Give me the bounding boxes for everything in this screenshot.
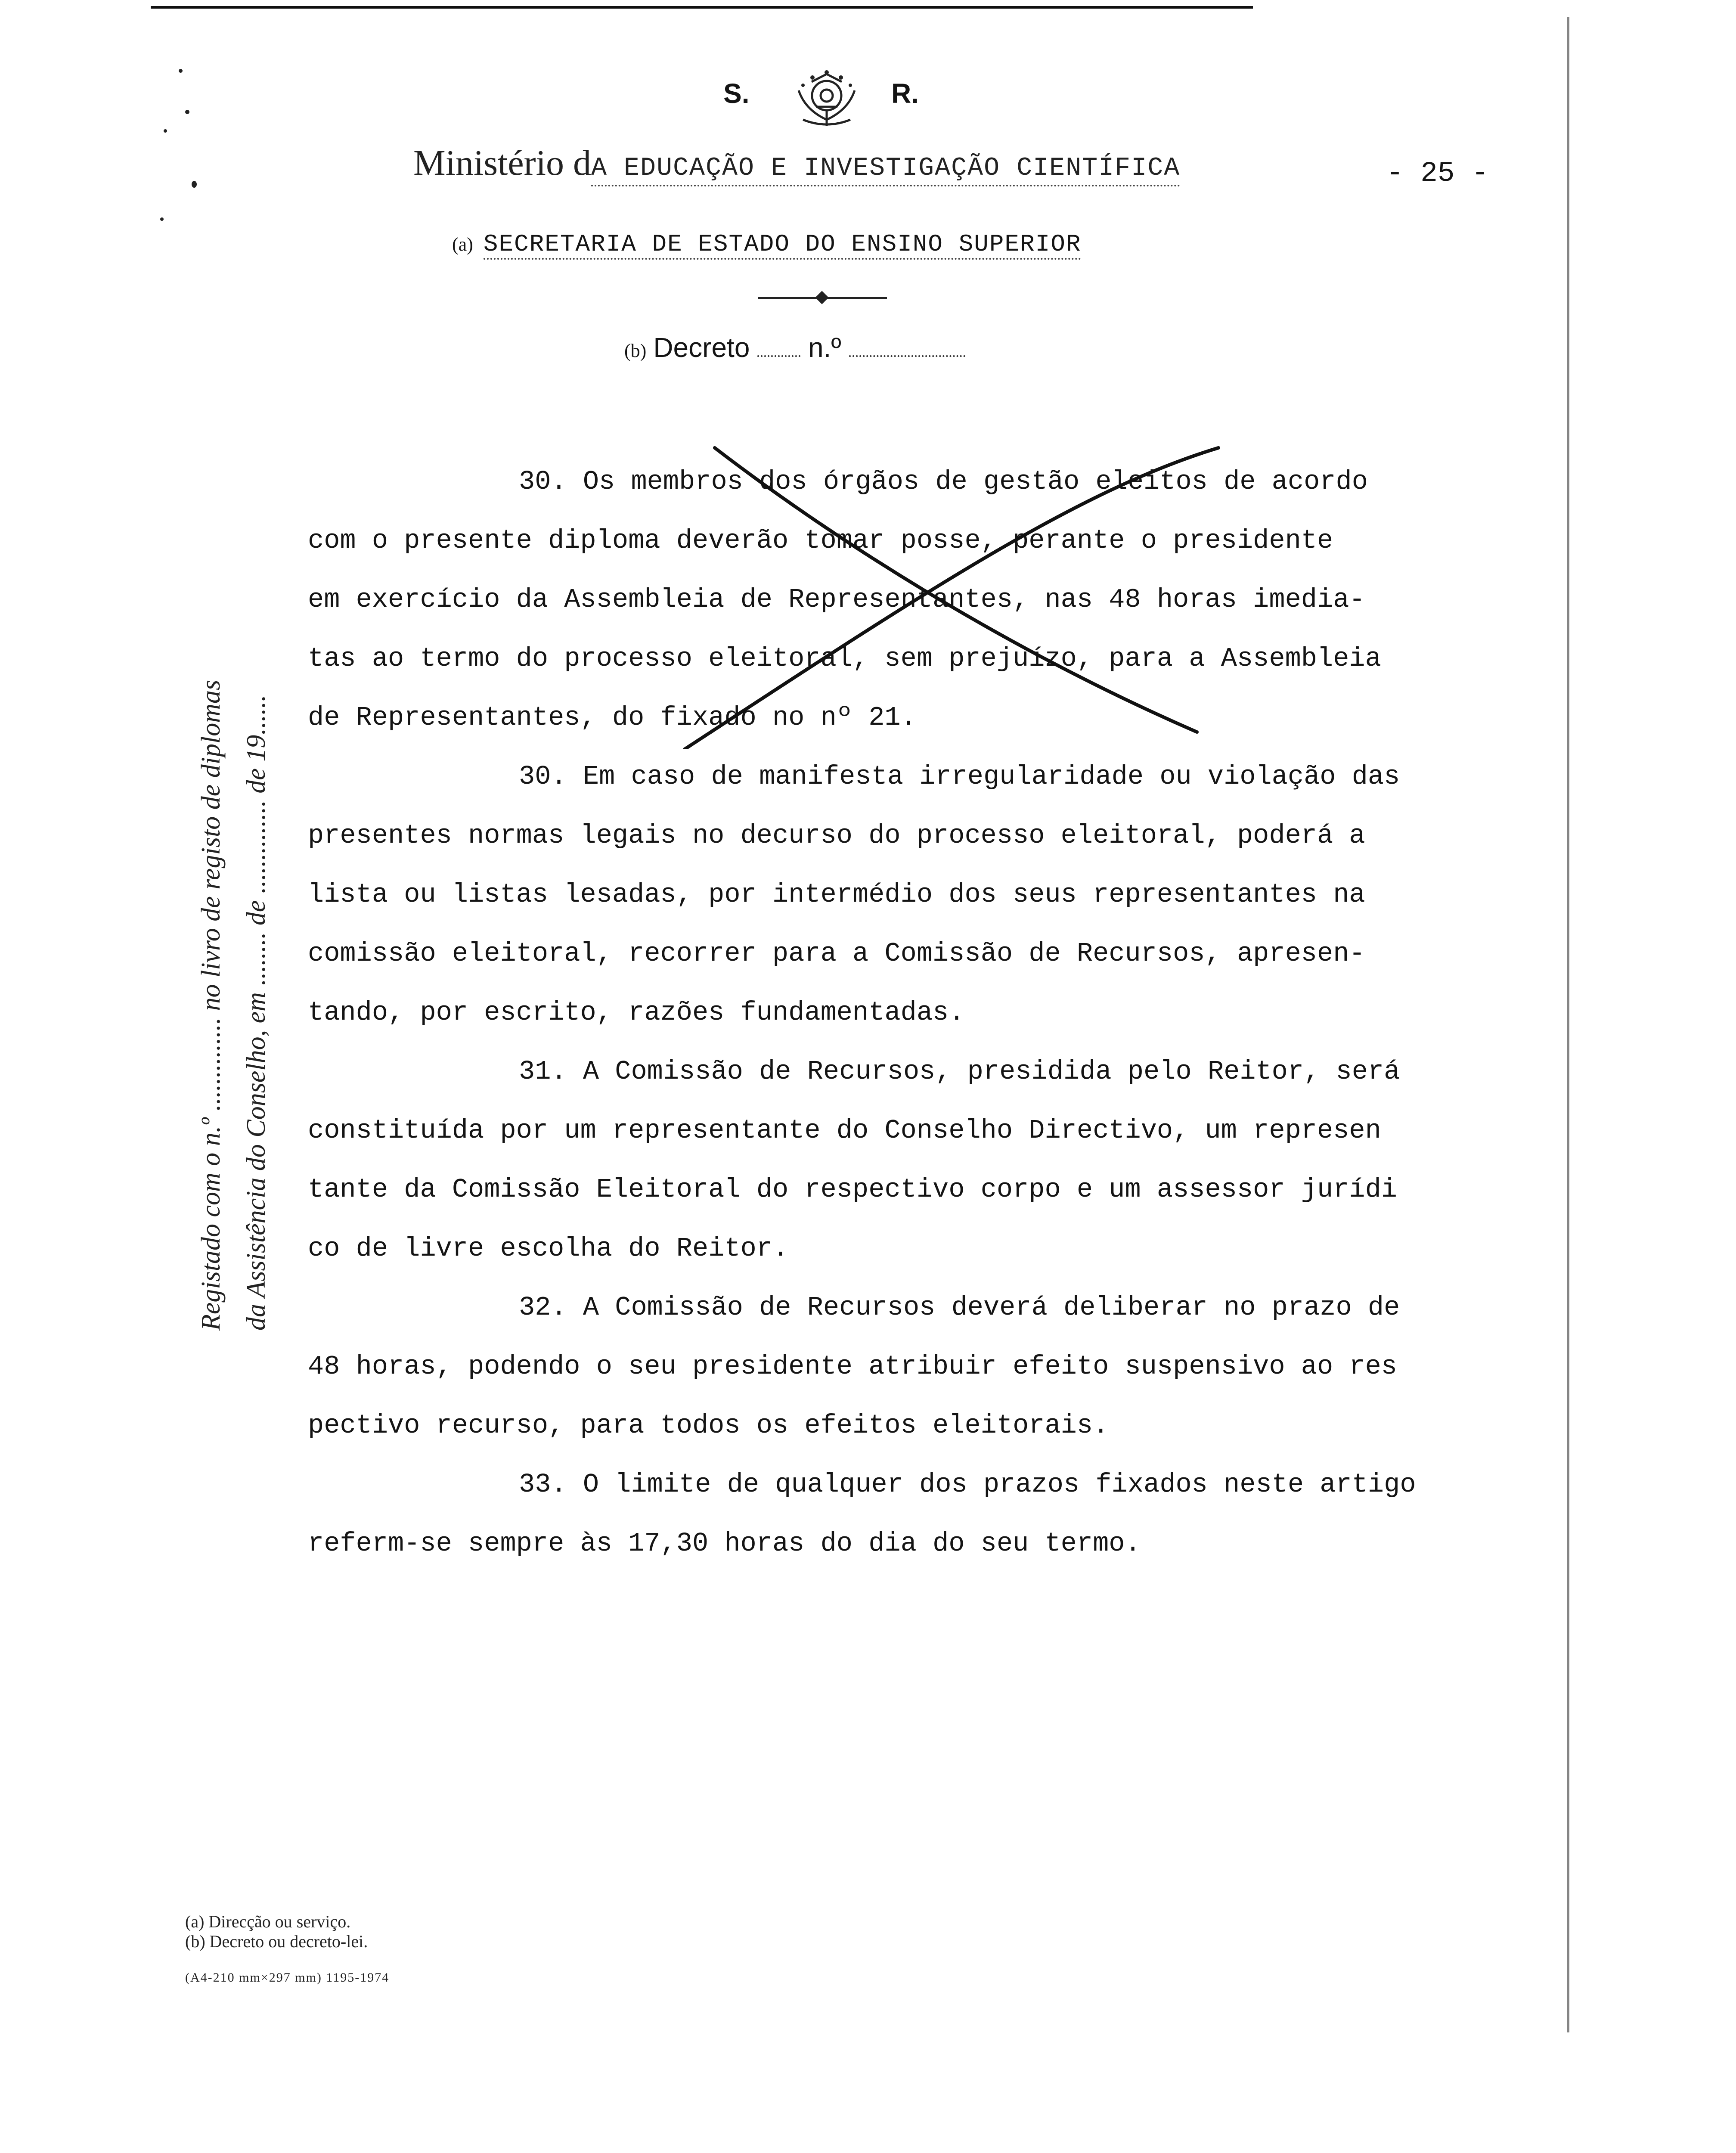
footnote-marker-b: (b)	[624, 340, 647, 361]
decree-blank	[757, 355, 800, 357]
text-line: 31. A Comissão de Recursos, presidida pelo Reitor, será	[519, 1056, 1400, 1087]
text-line: 30. Os membros dos órgãos de gestão eleitos de acordo	[519, 466, 1368, 497]
scan-speck	[164, 129, 167, 133]
coat-of-arms-header	[710, 69, 969, 142]
number-blank	[849, 355, 965, 357]
secretariat-name: SECRETARIA DE ESTADO DO ENSINO SUPERIOR	[484, 230, 1082, 260]
text-line: 32. A Comissão de Recursos deverá deliberar no prazo de	[519, 1292, 1400, 1323]
right-border-line	[1567, 17, 1569, 2032]
text-line: co de livre escolha do Reitor.	[308, 1233, 789, 1264]
footnote-a: (a) Direcção ou serviço.	[185, 1912, 351, 1931]
margin-assistance-line: da Assistência do Conselho, em ........ de .............. de 19......	[242, 695, 271, 1331]
footnote-marker-a: (a)	[452, 234, 473, 255]
sr-left-letter: S.	[723, 78, 750, 109]
form-code: (A4-210 mm×297 mm) 1195-1974	[185, 1970, 390, 1985]
ministry-name-typed: A EDUCAÇÃO E INVESTIGAÇÃO CIENTÍFICA	[591, 154, 1180, 186]
coat-of-arms-emblem-icon	[786, 69, 868, 133]
text-line: de Representantes, do fixado no nº 21.	[308, 702, 917, 733]
ministry-prefix: Ministério d	[413, 143, 591, 183]
ministry-title	[413, 142, 1180, 184]
text-line: 48 horas, podendo o seu presidente atribuir efeito suspensivo ao res	[308, 1351, 1398, 1382]
text-line: em exercício da Assembleia de Representantes, nas 48 horas imedia-	[308, 584, 1365, 615]
paragraph-33	[308, 1455, 1531, 1573]
number-label: n.º	[808, 332, 841, 363]
text-line: pectivo recurso, para todos os efeitos eleitorais.	[308, 1410, 1109, 1441]
text-line: tando, por escrito, razões fundamentadas.	[308, 997, 965, 1028]
handwritten-cross-out-mark	[646, 422, 1249, 749]
scan-speck	[179, 69, 183, 73]
text-line: tante da Comissão Eleitoral do respectivo corpo e um assessor jurídi	[308, 1174, 1398, 1205]
text-line: constituída por um representante do Conselho Directivo, um represen	[308, 1115, 1381, 1146]
top-border-line	[151, 6, 1253, 9]
scan-speck	[192, 181, 197, 188]
margin-registration-line: Registado com o n.º .............. no livro de registo de diplomas	[196, 679, 226, 1331]
text-line: 33. O limite de qualquer dos prazos fixados neste artigo	[519, 1469, 1416, 1500]
text-line: tas ao termo do processo eleitoral, sem prejuízo, para a Assembleia	[308, 643, 1381, 674]
text-line: comissão eleitoral, recorrer para a Comissão de Recursos, apresen-	[308, 938, 1365, 969]
scan-speck	[160, 217, 164, 221]
page-number: - 25 -	[1386, 157, 1489, 189]
footnote-b: (b) Decreto ou decreto-lei.	[185, 1932, 368, 1951]
decree-line	[624, 332, 965, 363]
text-line: 30. Em caso de manifesta irregularidade ou violação das	[519, 761, 1400, 792]
text-line: com o presente diploma deverão tomar posse, perante o presidente	[308, 525, 1333, 556]
registration-margin-note	[170, 499, 269, 1343]
text-line: lista ou listas lesadas, por intermédio dos seus representantes na	[308, 879, 1365, 910]
ornamental-divider	[758, 297, 887, 299]
sr-right-letter: R.	[891, 78, 919, 109]
footnotes	[185, 1912, 389, 1988]
scan-speck	[185, 110, 189, 114]
paragraph-31	[308, 1042, 1531, 1278]
text-line: presentes normas legais no decurso do processo eleitoral, poderá a	[308, 820, 1365, 851]
secretariat-line	[452, 230, 1081, 258]
paragraph-32	[308, 1278, 1531, 1455]
paragraph-30	[308, 747, 1531, 1042]
text-line: referm-se sempre às 17,30 horas do dia do seu termo.	[308, 1528, 1141, 1559]
decree-label: Decreto	[653, 332, 750, 363]
